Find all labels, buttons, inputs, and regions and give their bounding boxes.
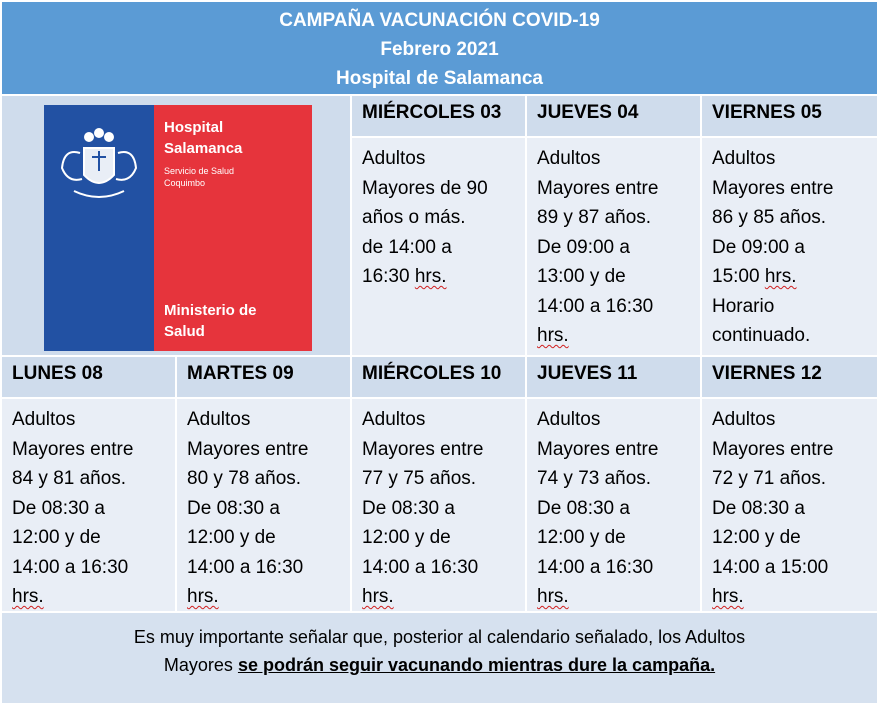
logo-coquimbo-text: Coquimbo — [164, 178, 206, 188]
body-line: continuado. — [712, 325, 811, 346]
hrs-label: hrs. — [537, 586, 569, 607]
day-body-vie-12 — [702, 399, 877, 611]
hrs-label: hrs. — [537, 325, 569, 346]
body-line: Mayores entre — [537, 177, 659, 199]
header-title: CAMPAÑA VACUNACIÓN COVID-19 — [279, 10, 600, 31]
logo-hospital-name — [164, 117, 242, 159]
body-line: 77 y 75 años. — [362, 468, 477, 489]
body-line — [362, 262, 521, 292]
body-line: Adultos — [362, 148, 426, 169]
coat-of-arms-icon — [44, 113, 154, 233]
body-line: De 08:30 a — [537, 497, 630, 519]
logo-ministerio-text: Ministerio de — [164, 302, 257, 319]
body-line: 13:00 y de — [537, 266, 626, 287]
body-line: Adultos — [712, 148, 776, 169]
body-line: 12:00 y de — [12, 527, 101, 548]
body-line: años o más. — [362, 207, 466, 228]
day-header-jue-11 — [527, 357, 700, 397]
day-header-vie-05 — [702, 96, 877, 136]
body-line: Adultos — [362, 409, 426, 430]
body-line: 14:00 a 16:30 — [537, 295, 654, 317]
body-line: Mayores entre — [187, 438, 309, 460]
day-header-vie-12 — [702, 357, 877, 397]
body-line: De 08:30 a — [187, 497, 280, 519]
hrs-label: hrs. — [764, 266, 797, 287]
day-header-mar-09 — [177, 357, 350, 397]
hrs-label: hrs. — [12, 586, 44, 607]
body-line: De 08:30 a — [712, 497, 805, 519]
footer-prefix: Mayores — [163, 655, 238, 675]
body-line: De 08:30 a — [12, 497, 105, 519]
header-hospital: Hospital de Salamanca — [336, 68, 543, 89]
body-line: 14:00 a 16:30 — [537, 556, 654, 578]
hrs-label: hrs. — [362, 586, 394, 607]
body-line: 12:00 y de — [187, 527, 276, 548]
hrs-label: hrs. — [187, 586, 219, 607]
day-header-lun-08 — [2, 357, 175, 397]
body-line: 12:00 y de — [362, 527, 451, 548]
day-body-vie-05 — [702, 138, 877, 355]
body-line: 14:00 a 16:30 — [362, 556, 479, 578]
day-label: MARTES 09 — [187, 363, 294, 384]
day-label: MIÉRCOLES 10 — [362, 363, 502, 384]
body-line: Adultos — [187, 409, 251, 430]
footer-emphasis: se podrán seguir vacunando mientras dure la campaña. — [237, 655, 716, 675]
body-line: 12:00 y de — [712, 527, 801, 548]
body-line: 89 y 87 años. — [537, 207, 652, 228]
day-body-mar-09 — [177, 399, 350, 611]
body-line: 72 y 71 años. — [712, 468, 827, 489]
day-label: MIÉRCOLES 03 — [362, 102, 502, 123]
day-header-jue-04 — [527, 96, 700, 136]
body-line: 80 y 78 años. — [187, 468, 302, 489]
body-line: Mayores entre — [12, 438, 134, 460]
day-label: LUNES 08 — [12, 363, 103, 384]
body-line: De 09:00 a — [712, 236, 805, 258]
body-line: Horario — [712, 295, 775, 317]
header-month: Febrero 2021 — [380, 39, 499, 60]
body-line: Adultos — [537, 409, 601, 430]
body-line: Adultos — [12, 409, 76, 430]
body-line: 14:00 a 16:30 — [187, 556, 304, 578]
day-label: JUEVES 11 — [537, 363, 638, 384]
logo-blue-panel — [44, 105, 154, 351]
hospital-logo — [44, 105, 312, 351]
body-line: 14:00 a 16:30 — [12, 556, 129, 578]
body-line: 12:00 y de — [537, 527, 626, 548]
body-line: Mayores de 90 — [362, 177, 488, 199]
day-header-mie-03 — [352, 96, 525, 136]
body-line: Mayores entre — [712, 177, 834, 199]
body-time: 15:00 — [712, 266, 765, 287]
body-line: Mayores entre — [712, 438, 834, 460]
body-line: 84 y 81 años. — [12, 468, 127, 489]
logo-salamanca-text: Salamanca — [164, 140, 243, 157]
day-body-lun-08 — [2, 399, 175, 611]
footer-note — [2, 613, 877, 703]
body-line: Adultos — [537, 148, 601, 169]
body-line: Mayores entre — [362, 438, 484, 460]
body-line: de 14:00 a — [362, 236, 452, 258]
body-line: Adultos — [712, 409, 776, 430]
body-line: 74 y 73 años. — [537, 468, 652, 489]
body-line: 86 y 85 años. — [712, 207, 827, 228]
day-body-mie-03 — [352, 138, 525, 355]
day-label: VIERNES 12 — [712, 363, 822, 384]
logo-servicio-text: Servicio de Salud — [164, 166, 235, 176]
footer-line-1: Es muy importante señalar que, posterior al calendario señalado, los Adultos — [133, 627, 746, 647]
day-body-mie-10 — [352, 399, 525, 611]
hrs-label: hrs. — [414, 266, 447, 287]
body-time: 16:30 — [362, 266, 415, 287]
day-body-jue-11 — [527, 399, 700, 611]
day-body-jue-04 — [527, 138, 700, 355]
footer-line-2 — [2, 651, 877, 679]
header-banner — [2, 2, 877, 94]
logo-ministerio — [164, 300, 257, 342]
logo-salud-text: Salud — [164, 323, 205, 340]
body-line: De 09:00 a — [537, 236, 630, 258]
body-line: Mayores entre — [537, 438, 659, 460]
logo-hospital-text: Hospital — [164, 119, 224, 136]
day-label: JUEVES 04 — [537, 102, 639, 123]
body-line: De 08:30 a — [362, 497, 455, 519]
hrs-label: hrs. — [712, 586, 744, 607]
body-line: 14:00 a 15:00 — [712, 556, 829, 578]
logo-servicio — [164, 165, 234, 189]
body-line — [712, 262, 873, 292]
day-header-mie-10 — [352, 357, 525, 397]
day-label: VIERNES 05 — [712, 102, 822, 123]
